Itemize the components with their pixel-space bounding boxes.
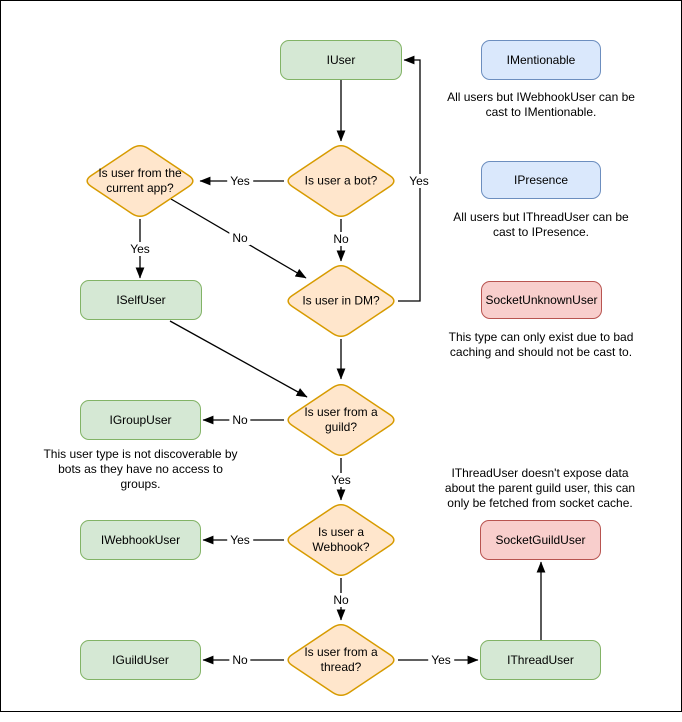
edge-label-thread-yes: Yes [428,653,454,667]
note-line: bots as they have no access to [58,462,223,476]
decision-line: Is user from the [98,166,182,180]
decision-is-user-from-current-app-label [85,166,195,196]
note-socketunknownuser [416,330,666,360]
node-iuser: IUser [280,40,402,80]
note-line: about the parent guild user, this can [444,481,636,495]
note-line: All users but IThreadUser can be [453,210,629,224]
edge-label-app-yes: Yes [127,242,153,256]
edge-label-bot-no: No [330,232,351,246]
note-line: cast to IPresence. [492,225,590,239]
note-line: only be fetched from socket cache. [447,496,633,510]
decision-line: Is user from a [304,405,378,419]
note-line: This type can only exist due to bad [448,330,634,344]
node-ithreaduser: IThreadUser [480,640,601,680]
node-socketunknownuser: SocketUnknownUser [481,281,602,319]
edge-label-webhook-no: No [330,593,351,607]
edge-label-dm-yes: Yes [406,174,432,188]
node-imentionable: IMentionable [481,40,601,80]
edge-label-guild-yes: Yes [328,473,354,487]
note-ithreaduser [415,466,665,511]
decision-line: Webhook? [312,540,370,554]
note-line: groups. [120,477,161,491]
decision-is-user-from-guild-label [286,405,396,435]
decision-line: Is user in DM? [302,293,380,308]
edge-label-webhook-yes: Yes [227,533,253,547]
edge-iselfuser-to-guild [170,321,307,397]
edge-label-guild-no: No [229,413,250,427]
decision-line: guild? [324,420,358,434]
decision-line: thread? [320,660,362,674]
decision-is-user-a-webhook-label [286,525,396,555]
decision-is-user-in-dm-label [286,294,396,309]
note-igroupuser [24,447,257,492]
note-line: cast to IMentionable. [485,105,597,119]
edge-label-app-no: No [229,231,250,245]
node-igroupuser: IGroupUser [80,400,201,440]
decision-is-user-from-thread-label [286,645,396,675]
note-line: All users but IWebhookUser can be [447,90,635,104]
node-iselfuser: ISelfUser [80,280,202,320]
node-ipresence: IPresence [481,161,601,199]
edge-label-bot-yes: Yes [227,174,253,188]
note-ipresence [416,210,666,240]
decision-line: Is user a [317,525,365,539]
note-line: caching and should not be cast to. [449,345,633,359]
decision-is-user-a-bot-label [286,174,396,189]
note-line: IThreadUser doesn't expose data [451,466,629,480]
node-socketguilduser: SocketGuildUser [480,520,601,560]
node-iwebhookuser: IWebhookUser [80,520,201,560]
decision-line: current app? [106,181,174,195]
note-line: This user type is not discoverable by [43,447,238,461]
decision-line: Is user from a [304,645,378,659]
decision-line: Is user a bot? [304,173,378,188]
node-iguilduser: IGuildUser [80,640,201,680]
note-imentionable [416,90,666,120]
edge-label-thread-no: No [229,653,250,667]
